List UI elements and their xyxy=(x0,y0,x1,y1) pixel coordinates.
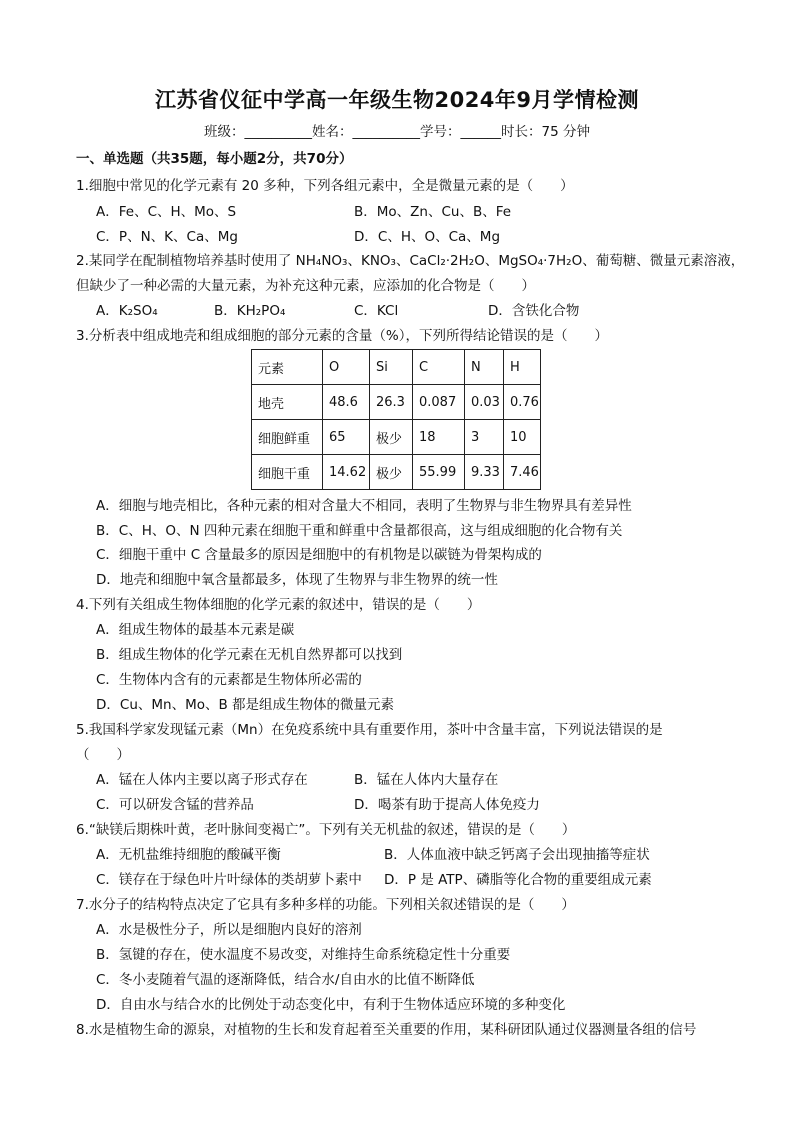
table-row xyxy=(252,455,541,490)
question-3-option-a: A．细胞与地壳相比，各种元素的相对含量大不相同，表明了生物界与非生物界具有差异性 xyxy=(96,498,632,514)
question-3-stem: 3.分析表中组成地壳和组成细胞的部分元素的含量（%），下列所得结论错误的是（ ） xyxy=(76,328,608,344)
table-header-cell: N xyxy=(465,350,504,385)
question-7-option-b: B．氢键的存在，使水温度不易改变，对维持生命系统稳定性十分重要 xyxy=(96,947,511,963)
section-heading: 一、单选题（共35题，每小题2分，共70分） xyxy=(76,151,353,167)
question-4-option-d: D．Cu、Mn、Mo、B 都是组成生物体的微量元素 xyxy=(96,697,395,713)
table-cell: 3 xyxy=(465,420,504,455)
question-4-stem: 4.下列有关组成生物体细胞的化学元素的叙述中，错误的是（ ） xyxy=(76,597,481,613)
question-6-option-d: D．P 是 ATP、磷脂等化合物的重要组成元素 xyxy=(384,872,652,888)
table-cell: 10 xyxy=(504,420,541,455)
table-cell: 14.62 xyxy=(323,455,370,490)
table-cell: 48.6 xyxy=(323,385,370,420)
question-2-option-d: D．含铁化合物 xyxy=(488,303,580,319)
table-cell: 地壳 xyxy=(252,385,323,420)
question-2-option-a: A．K₂SO₄ xyxy=(96,303,158,319)
question-2-option-b: B．KH₂PO₄ xyxy=(214,303,286,319)
element-content-table xyxy=(251,349,541,490)
question-6-option-c: C．镁存在于绿色叶片叶绿体的类胡萝卜素中 xyxy=(96,872,362,888)
question-7-stem: 7.水分子的结构特点决定了它具有多种多样的功能。下列相关叙述错误的是（ ） xyxy=(76,897,575,913)
table-row xyxy=(252,385,541,420)
question-2-stem-line1: 2.某同学在配制植物培养基时使用了 NH₄NO₃、KNO₃、CaCl₂·2H₂O、MgSO₄·7H₂O、葡萄糖、微量元素溶液， xyxy=(76,253,745,269)
table-cell: 0.03 xyxy=(465,385,504,420)
question-8-stem: 8.水是植物生命的源泉，对植物的生长和发育起着至关重要的作用，某科研团队通过仪器测量各组的信号 xyxy=(76,1022,697,1038)
question-4-option-a: A．组成生物体的最基本元素是碳 xyxy=(96,622,295,638)
table-cell: 65 xyxy=(323,420,370,455)
question-1-option-b: B．Mo、Zn、Cu、B、Fe xyxy=(354,204,512,220)
table-cell: 细胞干重 xyxy=(252,455,323,490)
table-row xyxy=(252,420,541,455)
table-header-row xyxy=(252,350,541,385)
table-cell: 9.33 xyxy=(465,455,504,490)
table-header-cell: O xyxy=(323,350,370,385)
question-2-stem-line2: 但缺少了一种必需的大量元素，为补充这种元素，应添加的化合物是（ ） xyxy=(76,278,535,294)
table-cell: 细胞鲜重 xyxy=(252,420,323,455)
question-5-option-d: D．喝茶有助于提高人体免疫力 xyxy=(354,797,540,813)
page-title: 江苏省仪征中学高一年级生物2024年9月学情检测 xyxy=(154,88,640,112)
question-1-option-a: A．Fe、C、H、Mo、S xyxy=(96,204,237,220)
table-cell: 极少 xyxy=(370,455,413,490)
question-6-option-a: A．无机盐维持细胞的酸碱平衡 xyxy=(96,847,281,863)
question-7-option-d: D．自由水与结合水的比例处于动态变化中，有利于生物体适应环境的多种变化 xyxy=(96,997,566,1013)
table-cell: 0.087 xyxy=(413,385,465,420)
question-5-option-c: C．可以研发含锰的营养品 xyxy=(96,797,254,813)
table-header-cell: H xyxy=(504,350,541,385)
question-3-option-d: D．地壳和细胞中氧含量都最多，体现了生物界与非生物界的统一性 xyxy=(96,572,498,588)
question-4-option-b: B．组成生物体的化学元素在无机自然界都可以找到 xyxy=(96,647,403,663)
question-3-option-c: C．细胞干重中 C 含量最多的原因是细胞中的有机物是以碳链为骨架构成的 xyxy=(96,547,542,563)
question-5-option-b: B．锰在人体内大量存在 xyxy=(354,772,499,788)
question-5-stem-line2: （ ） xyxy=(76,747,130,763)
question-4-option-c: C．生物体内含有的元素都是生物体所必需的 xyxy=(96,672,362,688)
table-cell: 18 xyxy=(413,420,465,455)
question-3-option-b: B．C、H、O、N 四种元素在细胞干重和鲜重中含量都很高，这与组成细胞的化合物有关 xyxy=(96,523,623,539)
table-cell: 7.46 xyxy=(504,455,541,490)
table-header-cell: Si xyxy=(370,350,413,385)
question-6-option-b: B．人体血液中缺乏钙离子会出现抽搐等症状 xyxy=(384,847,650,863)
student-info-line: 班级：__________姓名：__________学号：______时长：75 分钟 xyxy=(204,124,590,140)
question-1-option-d: D．C、H、O、Ca、Mg xyxy=(354,229,501,245)
question-1-stem: 1.细胞中常见的化学元素有 20 多种，下列各组元素中，全是微量元素的是（ ） xyxy=(76,178,574,194)
table-cell: 极少 xyxy=(370,420,413,455)
question-6-stem: 6.“缺镁后期株叶黄，老叶脉间变褐亡”。下列有关无机盐的叙述，错误的是（ ） xyxy=(76,822,576,838)
question-1-option-c: C．P、N、K、Ca、Mg xyxy=(96,229,238,245)
table-header-cell: C xyxy=(413,350,465,385)
question-7-option-a: A．水是极性分子，所以是细胞内良好的溶剂 xyxy=(96,922,362,938)
table-cell: 55.99 xyxy=(413,455,465,490)
question-2-option-c: C．KCl xyxy=(354,303,399,319)
question-5-stem-line1: 5.我国科学家发现锰元素（Mn）在免疫系统中具有重要作用，茶叶中含量丰富，下列说法错误的是 xyxy=(76,722,663,738)
question-5-option-a: A．锰在人体内主要以离子形式存在 xyxy=(96,772,308,788)
question-7-option-c: C．冬小麦随着气温的逐渐降低，结合水/自由水的比值不断降低 xyxy=(96,972,475,988)
table-cell: 26.3 xyxy=(370,385,413,420)
table-header-cell: 元素 xyxy=(252,350,323,385)
table-cell: 0.76 xyxy=(504,385,541,420)
